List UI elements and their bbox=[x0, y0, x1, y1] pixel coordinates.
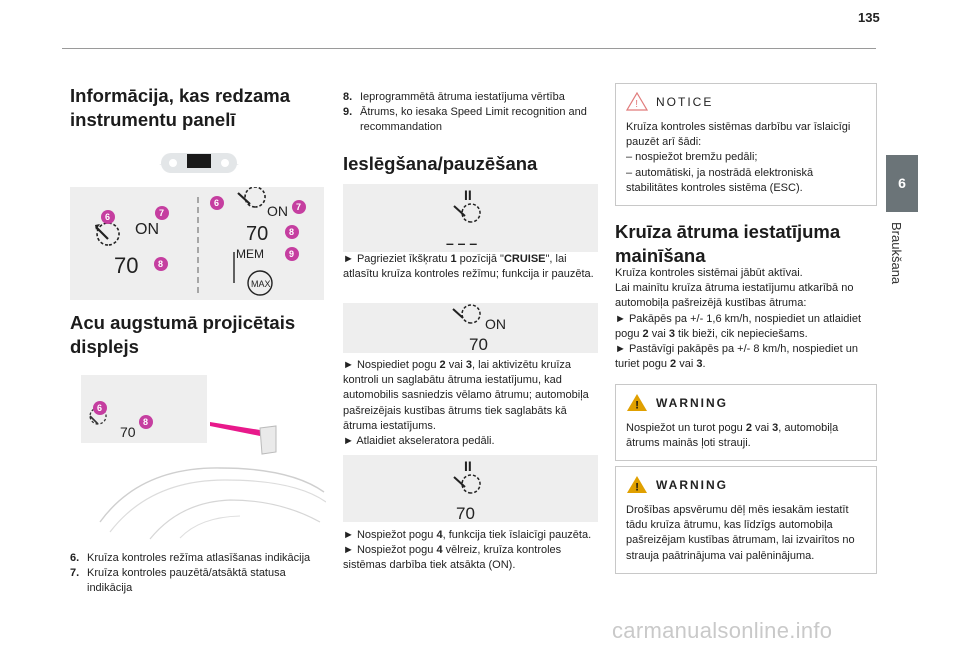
header-rule bbox=[62, 48, 876, 49]
svg-text:6: 6 bbox=[214, 198, 220, 208]
hud-callout-8 bbox=[139, 415, 153, 429]
cruise-symbol-icon-right bbox=[238, 187, 265, 207]
cruise-icon bbox=[462, 204, 480, 222]
dash-max-label: MAX bbox=[251, 279, 271, 289]
section-title-change: Kruīza ātruma iestatījuma mainīšana bbox=[615, 221, 841, 266]
pause-figure-3 bbox=[343, 455, 598, 522]
svg-text:!: ! bbox=[635, 99, 641, 110]
callout-7-right bbox=[292, 200, 306, 214]
notice-title: NOTICE bbox=[656, 94, 714, 109]
dash-speed-right: 70 bbox=[246, 223, 269, 245]
pause-figure-on: ON bbox=[485, 316, 506, 332]
legend-item: 8. Ieprogrammētā ātruma iestatījuma vērtība bbox=[343, 91, 565, 103]
page-number: 135 bbox=[858, 10, 880, 25]
chapter-label: Braukšana bbox=[889, 222, 904, 285]
callout-6-left bbox=[101, 210, 115, 224]
notice-text: Kruīza kontroles sistēmas darbību var īslaicīgi pauzēt arī šādi: – nospiežot bremžu pedāli; – automātiski, ja nostrādā elektroniskā stabilitātes kontroles sistēma (ESC). bbox=[626, 121, 851, 194]
warning-title-2: WARNING bbox=[656, 477, 728, 492]
dashboard-locator-icon bbox=[155, 145, 243, 177]
warning-box-2 bbox=[615, 466, 877, 574]
svg-text:6: 6 bbox=[97, 403, 103, 413]
svg-text:8: 8 bbox=[289, 227, 295, 237]
svg-text:6: 6 bbox=[105, 212, 111, 222]
notice-triangle-icon bbox=[626, 92, 648, 111]
hud-speed: 70 bbox=[120, 424, 136, 440]
warning-text-1: Nospiežot un turot pogu 2 vai 3, automobiļa ātrums mainās ļoti strauji. bbox=[626, 422, 839, 450]
pause-figure-speed: 70 bbox=[469, 335, 488, 353]
callout-7-left bbox=[155, 206, 169, 220]
pause-step-2: ► Nospiediet pogu 2 vai 3, lai aktivizētu kruīza kontroli un saglabātu ātruma iestatījumu, kad automobilis sasniedzis vēlamo ātrumu; automobiļa pašreizējais kustības ātrums tiek saglabāts kā ātruma iestatījums. ► Atlaidiet akseleratora pedāli. bbox=[343, 359, 589, 448]
warning-triangle-icon bbox=[626, 475, 648, 494]
pause-step-3: ► Nospiežot pogu 4, funkcija tiek īslaicīgi pauzēta. ► Nospiežot pogu 4 vēlreiz, kruīza kontroles sistēmas darbība tiek atsākta (ON). bbox=[343, 529, 592, 572]
section-title-pause: Ieslēgšana/pauzēšana bbox=[343, 153, 538, 174]
chapter-tab[interactable]: 6 bbox=[886, 155, 918, 212]
callout-9-right bbox=[285, 247, 299, 261]
warning-box-1 bbox=[615, 384, 877, 461]
section-title-hud: Acu augstumā projicētais displejs bbox=[70, 312, 296, 357]
dash-mem-label: MEM bbox=[236, 247, 264, 261]
svg-text:7: 7 bbox=[296, 202, 302, 212]
cruise-symbol-icon bbox=[95, 223, 119, 245]
legend-item: 9. Ātrums, ko iesaka Speed Limit recognition and recommandation bbox=[343, 106, 587, 133]
pause-figure-2 bbox=[343, 303, 598, 353]
change-text: Kruīza kontroles sistēmai jābūt aktīvai. Lai mainītu kruīza ātruma iestatījumu atkarībā no automobiļa pašreizējā kustības ātruma: ► Pakāpēs pa +/- 1,6 km/h, nospiediet un atlaidiet pogu 2 vai 3 tik bieži, cik nepieciešams. ► Pastāvīgi pakāpēs pa +/- 8 km/h, nospiediet un turiet pogu 2 vai 3. bbox=[615, 267, 862, 371]
svg-text:!: ! bbox=[635, 399, 641, 412]
watermark: carmanualsonline.info bbox=[612, 618, 833, 643]
pause-figure-1 bbox=[343, 184, 598, 252]
pause-symbol-3: II bbox=[464, 458, 472, 474]
pause-symbol: II bbox=[464, 187, 472, 203]
hud-figure bbox=[80, 372, 326, 540]
legend-mid bbox=[343, 90, 598, 135]
svg-text:8: 8 bbox=[158, 259, 164, 269]
warning-triangle-icon bbox=[626, 393, 648, 412]
dash-speed-left: 70 bbox=[114, 253, 139, 278]
hud-callout-6 bbox=[93, 401, 107, 415]
callout-8-left bbox=[154, 257, 168, 271]
section-title-info: Informācija, kas redzama instrumentu panelī bbox=[70, 85, 291, 130]
pause-step-1: ► Pagrieziet īkšķratu 1 pozīcijā "CRUISE", lai atlasītu kruīza kontroles režīmu; funkcija ir pauzēta. bbox=[343, 253, 594, 281]
dashes-symbol: – – – bbox=[446, 235, 478, 251]
cruise-icon bbox=[462, 305, 480, 323]
svg-text:9: 9 bbox=[289, 249, 295, 259]
warning-title-1: WARNING bbox=[656, 395, 728, 410]
legend-item: 6. Kruīza kontroles režīma atlasīšanas indikācija bbox=[70, 552, 311, 564]
cruise-icon bbox=[462, 475, 480, 493]
warning-text-2: Drošības apsvērumu dēļ mēs iesakām iestatīt tādu kruīza ātrumu, kas līdzīgs automobiļa pašreizējam kustības ātrumam, lai izvairītos no strauja paātrinājuma vai palēninājuma. bbox=[626, 504, 855, 562]
notice-box bbox=[615, 83, 877, 206]
legend-left bbox=[70, 551, 328, 596]
legend-item: 7. Kruīza kontroles pauzētā/atsāktā statusa indikācija bbox=[70, 567, 286, 594]
dash-on-label-right: ON bbox=[267, 203, 288, 219]
pause-figure-speed-3: 70 bbox=[456, 504, 475, 522]
callout-8-right bbox=[285, 225, 299, 239]
dash-on-label-left: ON bbox=[135, 221, 159, 238]
dashboard-figure bbox=[70, 187, 324, 300]
svg-text:!: ! bbox=[635, 481, 641, 494]
svg-text:7: 7 bbox=[159, 208, 165, 218]
svg-text:8: 8 bbox=[143, 417, 149, 427]
callout-6-right bbox=[210, 196, 224, 210]
